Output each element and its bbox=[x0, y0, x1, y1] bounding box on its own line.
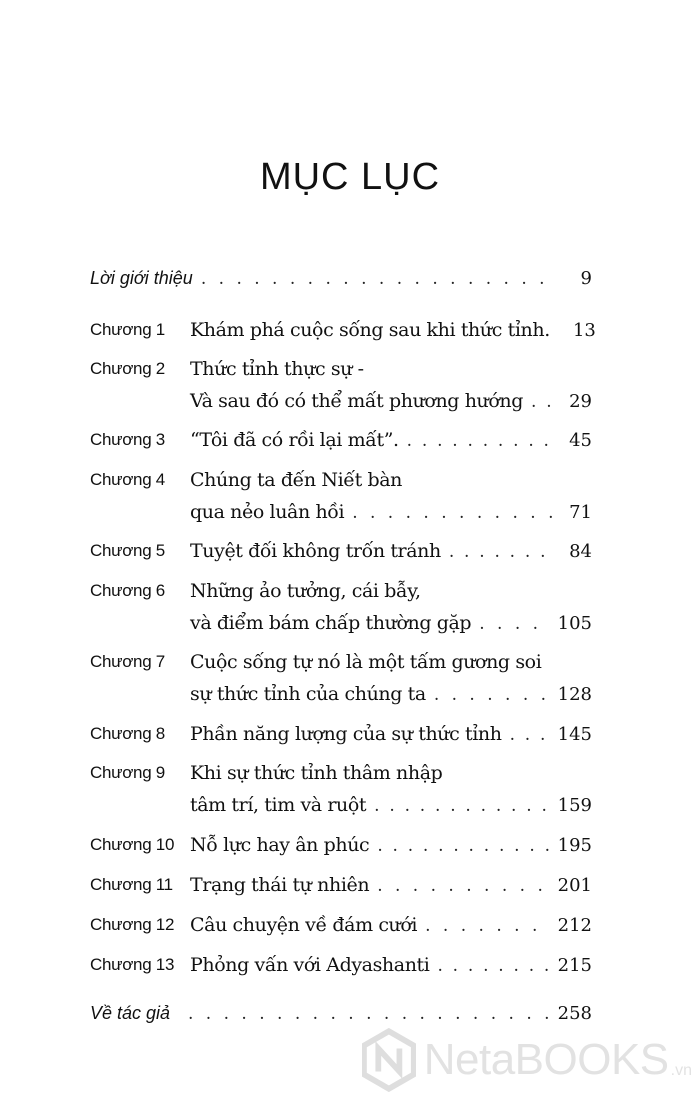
toc-entry-chapter-2-line-1 bbox=[190, 354, 592, 384]
toc-entry-chapter-4-line-1 bbox=[190, 465, 592, 495]
toc-page-number: 201 bbox=[557, 875, 592, 896]
chapter-number: Chương 5 bbox=[90, 541, 165, 560]
toc-entry-chapter-4 bbox=[190, 497, 592, 527]
chapter-title: Phần năng lượng của sự thức tỉnh bbox=[190, 723, 502, 745]
watermark-brand: NetaBOOKS bbox=[423, 1035, 669, 1084]
toc-entry-chapter-9 bbox=[190, 790, 592, 820]
chapter-title: Trạng thái tự nhiên bbox=[190, 874, 370, 896]
toc-entry-chapter-7-line-1 bbox=[190, 647, 592, 677]
toc-page-number: 9 bbox=[580, 268, 592, 289]
toc-page-number: 71 bbox=[569, 502, 592, 523]
toc-entry-chapter-12 bbox=[190, 910, 592, 940]
chapter-number: Chương 13 bbox=[90, 955, 175, 974]
toc-page-number: 29 bbox=[569, 391, 592, 412]
dot-leader bbox=[374, 791, 549, 821]
dot-leader bbox=[377, 871, 549, 901]
chapter-number: Chương 4 bbox=[90, 470, 165, 489]
toc-page-number: 195 bbox=[557, 835, 592, 856]
toc-page-number: 212 bbox=[557, 915, 592, 936]
toc-page-number: 258 bbox=[557, 1003, 592, 1024]
toc-page-number: 13 bbox=[572, 320, 596, 341]
chapter-title: Thức tỉnh thực sự - bbox=[190, 358, 364, 380]
chapter-title: Những ảo tưởng, cái bẫy, bbox=[190, 580, 421, 602]
toc-entry-chapter-8 bbox=[190, 719, 592, 749]
chapter-number: Chương 11 bbox=[90, 875, 173, 894]
chapter-number: Chương 2 bbox=[90, 359, 165, 378]
toc-entry-chapter-5 bbox=[190, 536, 592, 566]
chapter-number: Chương 8 bbox=[90, 724, 165, 743]
chapter-title: Khi sự thức tỉnh thâm nhập bbox=[190, 762, 443, 784]
chapter-title: Phỏng vấn với Adyashanti bbox=[190, 954, 430, 976]
toc-entry-chapter-9-line-1 bbox=[190, 758, 592, 788]
toc-entry-chapter-13 bbox=[190, 950, 592, 980]
chapter-number: Chương 1 bbox=[90, 320, 165, 339]
chapter-title-continued: tâm trí, tim và ruột bbox=[190, 794, 367, 816]
toc-entry-chapter-10 bbox=[190, 830, 592, 860]
toc-entry-chapter-6 bbox=[190, 608, 592, 638]
chapter-title: Tuyệt đối không trốn tránh bbox=[190, 540, 441, 562]
toc-entry-chapter-11 bbox=[190, 870, 592, 900]
chapter-title-continued: sự thức tỉnh của chúng ta bbox=[190, 683, 426, 705]
dot-leader bbox=[201, 264, 554, 294]
chapter-title: Cuộc sống tự nó là một tấm gương soi bbox=[190, 651, 542, 673]
watermark-suffix: .vn bbox=[670, 1062, 692, 1079]
dot-leader bbox=[352, 498, 554, 528]
chapter-number: Chương 3 bbox=[90, 430, 165, 449]
toc-page-number: 145 bbox=[557, 724, 592, 745]
toc-entry-chapter-2 bbox=[190, 386, 592, 416]
dot-leader bbox=[510, 720, 550, 750]
toc-entry-intro bbox=[90, 263, 592, 293]
dot-leader bbox=[531, 387, 554, 417]
toc-entry-label: Lời giới thiệu bbox=[90, 268, 193, 288]
dot-leader bbox=[437, 951, 549, 981]
dot-leader bbox=[425, 911, 550, 941]
toc-entry-label: Về tác giả bbox=[90, 1003, 171, 1023]
chapter-title-continued: qua nẻo luân hồi bbox=[190, 501, 345, 523]
dot-leader bbox=[449, 537, 554, 567]
page-title: MỤC LỤC bbox=[259, 156, 441, 198]
toc-page-number: 45 bbox=[569, 430, 592, 451]
dot-leader bbox=[479, 609, 549, 639]
toc-page-number: 105 bbox=[557, 613, 592, 634]
chapter-title-continued: Và sau đó có thể mất phương hướng bbox=[190, 390, 524, 412]
chapter-number: Chương 10 bbox=[90, 835, 175, 854]
chapter-title: Khám phá cuộc sống sau khi thức tỉnh. bbox=[190, 319, 550, 341]
chapter-title-continued: và điểm bám chấp thường gặp bbox=[190, 612, 472, 634]
toc-page-number: 159 bbox=[557, 795, 592, 816]
toc-page-number: 84 bbox=[569, 541, 592, 562]
dot-leader bbox=[407, 426, 554, 456]
chapter-number: Chương 9 bbox=[90, 763, 165, 782]
toc-entry-chapter-3 bbox=[190, 425, 592, 455]
toc-entry-chapter-6-line-1 bbox=[190, 576, 592, 606]
chapter-number: Chương 12 bbox=[90, 915, 175, 934]
chapter-title: “Tôi đã có rồi lại mất”. bbox=[190, 429, 399, 451]
chapter-title: Nỗ lực hay ân phúc bbox=[190, 834, 370, 856]
watermark-logo bbox=[362, 1020, 692, 1100]
chapter-number: Chương 6 bbox=[90, 581, 165, 600]
netabooks-logo-icon bbox=[362, 1028, 416, 1092]
toc-entry-chapter-1 bbox=[190, 315, 596, 345]
dot-leader bbox=[434, 680, 550, 710]
dot-leader bbox=[377, 831, 549, 861]
chapter-title: Câu chuyện về đám cưới bbox=[190, 914, 418, 936]
chapter-number: Chương 7 bbox=[90, 652, 165, 671]
chapter-title: Chúng ta đến Niết bàn bbox=[190, 469, 402, 491]
toc-entry-chapter-7 bbox=[190, 679, 592, 709]
toc-page-number: 215 bbox=[557, 955, 592, 976]
toc-page-number: 128 bbox=[557, 684, 592, 705]
